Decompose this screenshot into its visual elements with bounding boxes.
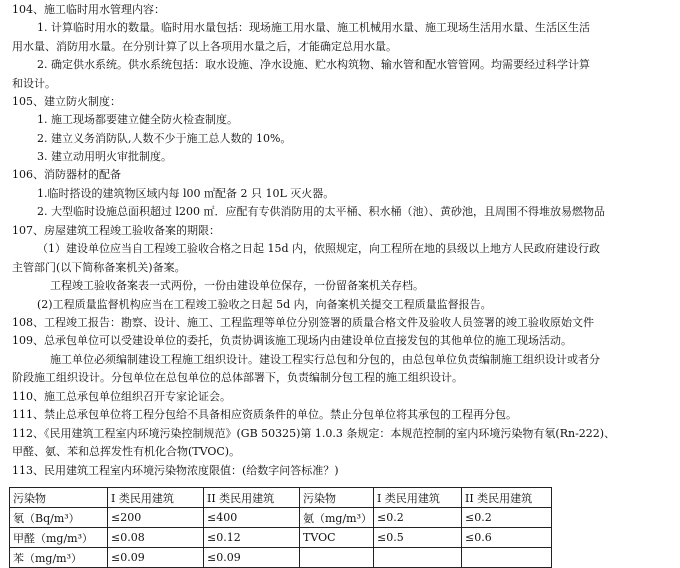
list-item: 3. 建立动用明火审批制度。 bbox=[37, 150, 172, 163]
table-row bbox=[10, 548, 552, 568]
section-106-heading: 106、消防器材的配备 bbox=[12, 168, 121, 181]
paragraph-line: 工程竣工验收备案表一式两份，一份由建设单位保存，一份留备案机关存档。 bbox=[50, 279, 424, 292]
table-cell: ≤0.2 bbox=[462, 508, 552, 528]
table-cell: ≤0.6 bbox=[462, 528, 552, 548]
table-header-row bbox=[10, 488, 552, 508]
paragraph-line: 和设计。 bbox=[12, 77, 56, 90]
table-cell: I 类民用建筑 bbox=[108, 488, 204, 508]
list-item: 1. 施工现场都要建立健全防火检查制度。 bbox=[37, 113, 238, 126]
section-113-heading: 113、民用建筑工程室内环境污染物浓度限值：(给数字问答标准？) bbox=[12, 464, 339, 477]
section-109-line: 109、总承包单位可以受建设单位的委托，负责协调该施工现场内由建设单位直接发包的其他单位的施工现场活动。 bbox=[12, 334, 572, 347]
table-cell: ≤0.2 bbox=[374, 508, 462, 528]
section-108-line: 108、工程竣工报告：勘察、设计、施工、工程监理等单位分别签署的质量合格文件及验收人员签署的竣工验收原始文件 bbox=[12, 316, 594, 329]
paragraph-line: (2)工程质量监督机构应当在工程竣工验收之日起 5d 内，向备案机关提交工程质量监督报告。 bbox=[37, 298, 492, 311]
paragraph-line: 2. 确定供水系统。供水系统包括：取水设施、净水设施、贮水构筑物、输水管和配水管管网。均需要经过科学计算 bbox=[37, 58, 590, 71]
paragraph-line: 施工单位必须编制建设工程施工组织设计。建设工程实行总包和分包的，由总包单位负责编制施工组织设计或者分 bbox=[50, 353, 600, 366]
table-cell: TVOC bbox=[300, 528, 374, 548]
table-cell: ≤0.08 bbox=[108, 528, 204, 548]
list-item: 2. 大型临时设施总面积超过 l200 ㎡．应配有专供消防用的太平桶、积水桶（池）、黄砂池，且周围不得堆放易燃物品 bbox=[37, 205, 605, 218]
table-cell bbox=[462, 548, 552, 568]
table-cell: I 类民用建筑 bbox=[374, 488, 462, 508]
list-item: 2. 建立义务消防队,人数不少于施工总人数的 10%。 bbox=[37, 132, 292, 145]
paragraph-line: 用水量、消防用水量。在分别计算了以上各项用水量之后，才能确定总用水量。 bbox=[12, 40, 397, 53]
table-cell: 氡（Bq/m³） bbox=[10, 508, 108, 528]
paragraph-line: 1. 计算临时用水的数量。临时用水量包括：现场施工用水量、施工机械用水量、施工现场生活用水量、生活区生活 bbox=[37, 21, 590, 34]
pollutant-limits-table bbox=[9, 487, 552, 568]
section-107-heading: 107、房屋建筑工程竣工验收备案的期限： bbox=[12, 224, 220, 237]
section-104-heading: 104、施工临时用水管理内容： bbox=[12, 3, 165, 16]
table-cell: 污染物 bbox=[300, 488, 374, 508]
table-cell: ≤0.09 bbox=[108, 548, 204, 568]
table-cell: 氨（mg/m³） bbox=[300, 508, 374, 528]
table-cell bbox=[374, 548, 462, 568]
table-cell: 污染物 bbox=[10, 488, 108, 508]
section-111-line: 111、禁止总承包单位将工程分包给不具备相应资质条件的单位。禁止分包单位将其承包的工程再分包。 bbox=[12, 408, 517, 421]
paragraph-line: 甲醛、氨、苯和总挥发性有机化合物(TVOC)。 bbox=[12, 445, 241, 458]
table-row bbox=[10, 528, 552, 548]
table-cell: II 类民用建筑 bbox=[462, 488, 552, 508]
section-112-line: 112、《民用建筑工程室内环境污染控制规范》(GB 50325)第 1.0.3 条规定：本规范控制的室内环境污染物有氡(Rn-222)、 bbox=[12, 427, 616, 440]
table-cell: ≤400 bbox=[204, 508, 300, 528]
section-110-line: 110、施工总承包单位组织召开专家论证会。 bbox=[12, 390, 231, 403]
paragraph-line: （1）建设单位应当自工程竣工验收合格之日起 15d 内，依照规定，向工程所在地的县级以上地方人民政府建设行政 bbox=[37, 242, 601, 255]
list-item: 1.临时搭设的建筑物区域内每 l00 ㎡配备 2 只 10L 灭火器。 bbox=[37, 187, 335, 200]
table-cell: II 类民用建筑 bbox=[204, 488, 300, 508]
table-cell: ≤200 bbox=[108, 508, 204, 528]
paragraph-line: 阶段施工组织设计。分包单位在总包单位的总体部署下，负责编制分包工程的施工组织设计。 bbox=[12, 371, 463, 384]
table-cell: ≤0.09 bbox=[204, 548, 300, 568]
table-cell: 苯（mg/m³） bbox=[10, 548, 108, 568]
table-cell: 甲醛（mg/m³） bbox=[10, 528, 108, 548]
table-row bbox=[10, 508, 552, 528]
table-cell bbox=[300, 548, 374, 568]
table-cell: ≤0.5 bbox=[374, 528, 462, 548]
table-cell: ≤0.12 bbox=[204, 528, 300, 548]
paragraph-line: 主管部门(以下简称备案机关)备案。 bbox=[12, 261, 186, 274]
section-105-heading: 105、建立防火制度： bbox=[12, 95, 121, 108]
